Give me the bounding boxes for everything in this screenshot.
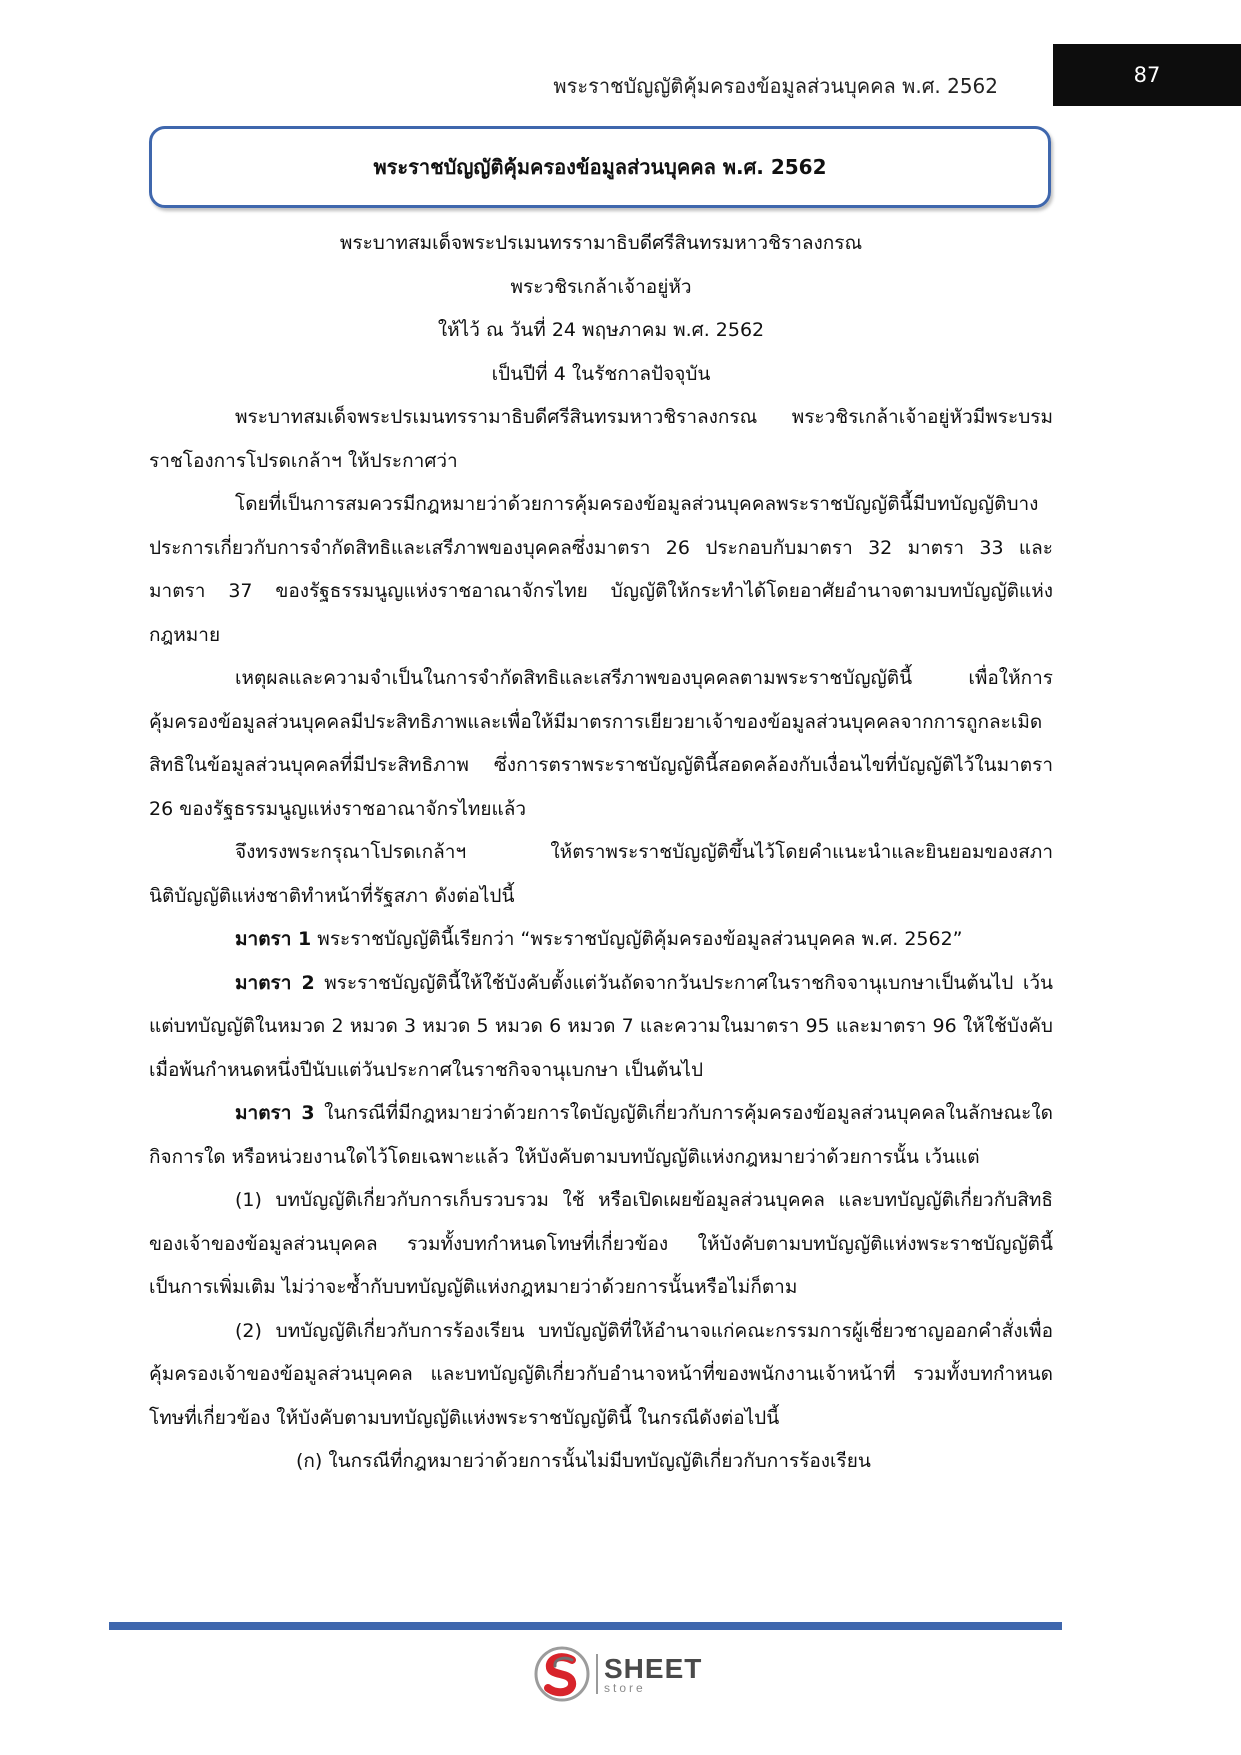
section-1-text: พระราชบัญญัตินี้เรียกว่า “พระราชบัญญัติคุ้มครองข้อมูลส่วนบุคคล พ.ศ. 2562”	[311, 928, 963, 950]
item-1: (1) บทบัญญัติเกี่ยวกับการเก็บรวบรวม ใช้ หรือเปิดเผยข้อมูลส่วนบุคคล และบทบัญญัติเกี่ยวกับสิทธิของเจ้าของข้อมูลส่วนบุคคล รวมทั้งบทกำหนดโทษที่เกี่ยวข้อง ให้บังคับตามบทบัญญัติแห่งพระราชบัญญัตินี้เป็นการเพิ่มเติม ไม่ว่าจะซ้ำกับบทบัญญัติแห่งกฎหมายว่าด้วยการนั้นหรือไม่ก็ตาม	[149, 1189, 1053, 1298]
preamble-line-title: พระวชิรเกล้าเจ้าอยู่หัว	[510, 275, 692, 298]
title-box	[149, 126, 1051, 208]
section-1-label: มาตรา 1	[235, 928, 312, 950]
paragraph-whereas: โดยที่เป็นการสมควรมีกฎหมายว่าด้วยการคุ้มครองข้อมูลส่วนบุคคลพระราชบัญญัตินี้มีบทบัญญัติบางประการเกี่ยวกับการจำกัดสิทธิและเสรีภาพของบุคคลซึ่งมาตรา 26 ประกอบกับมาตรา 32 มาตรา 33 และมาตรา 37 ของรัฐธรรมนูญแห่งราชอาณาจักรไทย บัญญัติให้กระทำได้โดยอาศัยอำนาจตามบทบัญญัติแห่งกฎหมาย	[149, 493, 1053, 646]
page-number: 87	[1133, 63, 1161, 87]
section-2-text: พระราชบัญญัตินี้ให้ใช้บังคับตั้งแต่วันถัดจากวันประกาศในราชกิจจานุเบกษาเป็นต้นไป เว้นแต่บทบัญญัติในหมวด 2 หมวด 3 หมวด 5 หมวด 6 หมวด 7 และความในมาตรา 95 และมาตรา 96 ให้ใช้บังคับเมื่อพ้นกำหนดหนึ่งปีนับแต่วันประกาศในราชกิจจานุเบกษา เป็นต้นไป	[149, 971, 1053, 1081]
footer-divider	[109, 1622, 1062, 1630]
section-2-label: มาตรา 2	[235, 971, 315, 994]
document-body	[149, 222, 1053, 1484]
paragraph-reasons: เหตุผลและความจำเป็นในการจำกัดสิทธิและเสรีภาพของบุคคลตามพระราชบัญญัตินี้ เพื่อให้การคุ้มครองข้อมูลส่วนบุคคลมีประสิทธิภาพและเพื่อให้มีมาตรการเยียวยาเจ้าของข้อมูลส่วนบุคคลจากการถูกละเมิดสิทธิในข้อมูลส่วนบุคคลที่มีประสิทธิภาพ ซึ่งการตราพระราชบัญญัตินี้สอดคล้องกับเงื่อนไขที่บัญญัติไว้ในมาตรา 26 ของรัฐธรรมนูญแห่งราชอาณาจักรไทยแล้ว	[149, 667, 1053, 820]
preamble-line-date: ให้ไว้ ณ วันที่ 24 พฤษภาคม พ.ศ. 2562	[437, 319, 765, 341]
logo-subword: store	[604, 1680, 646, 1695]
sheet-store-logo	[534, 1646, 702, 1702]
item-2: (2) บทบัญญัติเกี่ยวกับการร้องเรียน บทบัญญัติที่ให้อำนาจแก่คณะกรรมการผู้เชี่ยวชาญออกคำสั่งเพื่อคุ้มครองเจ้าของข้อมูลส่วนบุคคล และบทบัญญัติเกี่ยวกับอำนาจหน้าที่ของพนักงานเจ้าหน้าที่ รวมทั้งบทกำหนดโทษที่เกี่ยวข้อง ให้บังคับตามบทบัญญัติแห่งพระราชบัญญัตินี้ ในกรณีดังต่อไปนี้	[149, 1319, 1053, 1429]
section-2	[149, 962, 1053, 1093]
subitem-ko: (ก) ในกรณีที่กฎหมายว่าด้วยการนั้นไม่มีบทบัญญัติเกี่ยวกับการร้องเรียน	[296, 1450, 871, 1472]
paragraph-proclamation: พระบาทสมเด็จพระปรเมนทรรามาธิบดีศรีสินทรมหาวชิราลงกรณ พระวชิรเกล้าเจ้าอยู่หัวมีพระบรมราชโองการโปรดเกล้าฯ ให้ประกาศว่า	[149, 406, 1053, 472]
document-title: พระราชบัญญัติคุ้มครองข้อมูลส่วนบุคคล พ.ศ. 2562	[373, 155, 827, 179]
paragraph-enactment: จึงทรงพระกรุณาโปรดเกล้าฯ ให้ตราพระราชบัญญัติขึ้นไว้โดยคำแนะนำและยินยอมของสภานิติบัญญัติแห่งชาติทำหน้าที่รัฐสภา ดังต่อไปนี้	[149, 841, 1053, 907]
running-header-title: พระราชบัญญัติคุ้มครองข้อมูลส่วนบุคคล พ.ศ. 2562	[553, 74, 998, 98]
logo-text	[604, 1652, 703, 1695]
section-1	[149, 918, 1053, 962]
preamble-line-reign: เป็นปีที่ 4 ในรัชกาลปัจจุบัน	[491, 362, 711, 385]
section-3	[149, 1092, 1053, 1179]
preamble-line-king: พระบาทสมเด็จพระปรเมนทรรามาธิบดีศรีสินทรมหาวชิราลงกรณ	[339, 232, 863, 254]
section-3-text: ในกรณีที่มีกฎหมายว่าด้วยการใดบัญญัติเกี่ยวกับการคุ้มครองข้อมูลส่วนบุคคลในลักษณะใด กิจการใด หรือหน่วยงานใดไว้โดยเฉพาะแล้ว ให้บังคับตามบทบัญญัติแห่งกฎหมายว่าด้วยการนั้น เว้นแต่	[149, 1102, 1053, 1168]
logo-word: SHEET	[604, 1652, 703, 1684]
logo-separator	[596, 1654, 598, 1694]
section-3-label: มาตรา 3	[235, 1102, 315, 1124]
page-number-box	[1053, 44, 1241, 106]
sheet-store-logo-icon	[534, 1646, 590, 1702]
